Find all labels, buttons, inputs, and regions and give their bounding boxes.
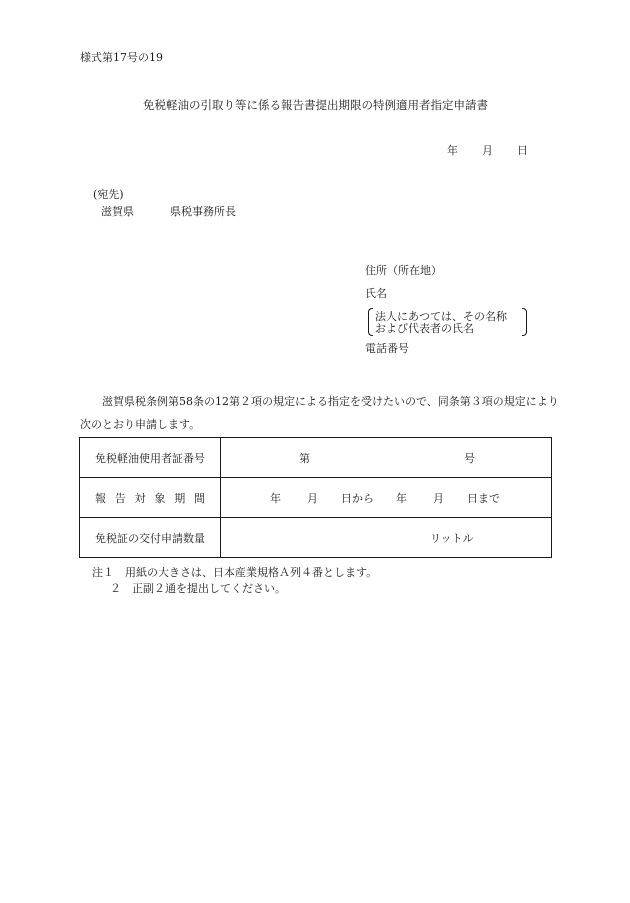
- reporting-period-char: 報: [95, 491, 106, 505]
- period-from-year: 年: [270, 491, 281, 505]
- corporate-note-line2: および代表者の氏名: [375, 322, 474, 335]
- application-table: [79, 437, 552, 558]
- certificate-number-label: 免税軽油使用者証番号: [80, 438, 221, 478]
- reporting-period-char: 象: [154, 491, 166, 505]
- certificate-number-cell[interactable]: [221, 438, 552, 478]
- addressee-line: [101, 206, 236, 217]
- quantity-unit: リットル: [430, 531, 474, 545]
- right-bracket: [522, 308, 527, 336]
- period-to-year: 年: [396, 491, 407, 505]
- quantity-label: 免税証の交付申請数量: [80, 518, 221, 558]
- quantity-cell[interactable]: [221, 518, 552, 558]
- period-to-month: 月: [433, 491, 444, 505]
- form-number: 様式第17号の19: [80, 51, 163, 64]
- certificate-number-suffix: 号: [464, 451, 475, 465]
- table-row: [80, 478, 552, 518]
- reporting-period-char: 間: [193, 491, 205, 505]
- left-bracket: [368, 308, 373, 336]
- applicant-address-label: 住所（所在地）: [365, 264, 442, 277]
- period-from-month: 月: [307, 491, 318, 505]
- reporting-period-label: [80, 478, 221, 518]
- table-row: [80, 518, 552, 558]
- addressee-label: (宛先): [93, 188, 124, 201]
- table-row: [80, 438, 552, 478]
- reporting-period-char: 対: [134, 491, 146, 505]
- note-1: 注１ 用紙の大きさは、日本産業規格Ａ列４番とします。: [92, 566, 378, 579]
- date-year-label: 年: [447, 144, 458, 157]
- applicant-name-label: 氏名: [365, 287, 387, 300]
- addressee-prefecture: 滋賀県: [101, 205, 134, 218]
- addressee-office: 県税事務所長: [170, 205, 236, 218]
- application-paragraph-text: 滋賀県税条例第58条の12第２項の規定による指定を受けたいので、同条第３項の規定により次のとおり申請します。: [80, 395, 559, 431]
- date-month-label: 月: [482, 144, 493, 157]
- reporting-period-char: 期: [174, 491, 186, 505]
- note-2: ２ 正副２通を提出してください。: [110, 582, 286, 595]
- certificate-number-prefix: 第: [299, 451, 310, 465]
- reporting-period-cell[interactable]: [221, 478, 552, 518]
- reporting-period-char: 告: [114, 491, 126, 505]
- period-to-day: 日まで: [467, 491, 500, 505]
- applicant-phone-label: 電話番号: [365, 342, 409, 355]
- date-line: [447, 145, 528, 156]
- corporate-note-line1: 法人にあつては、その名称: [375, 310, 507, 323]
- application-paragraph: [80, 390, 560, 436]
- date-day-label: 日: [517, 144, 528, 157]
- period-from-day: 日から: [341, 491, 374, 505]
- document-title: 免税軽油の引取り等に係る報告書提出期限の特例適用者指定申請書: [143, 98, 488, 112]
